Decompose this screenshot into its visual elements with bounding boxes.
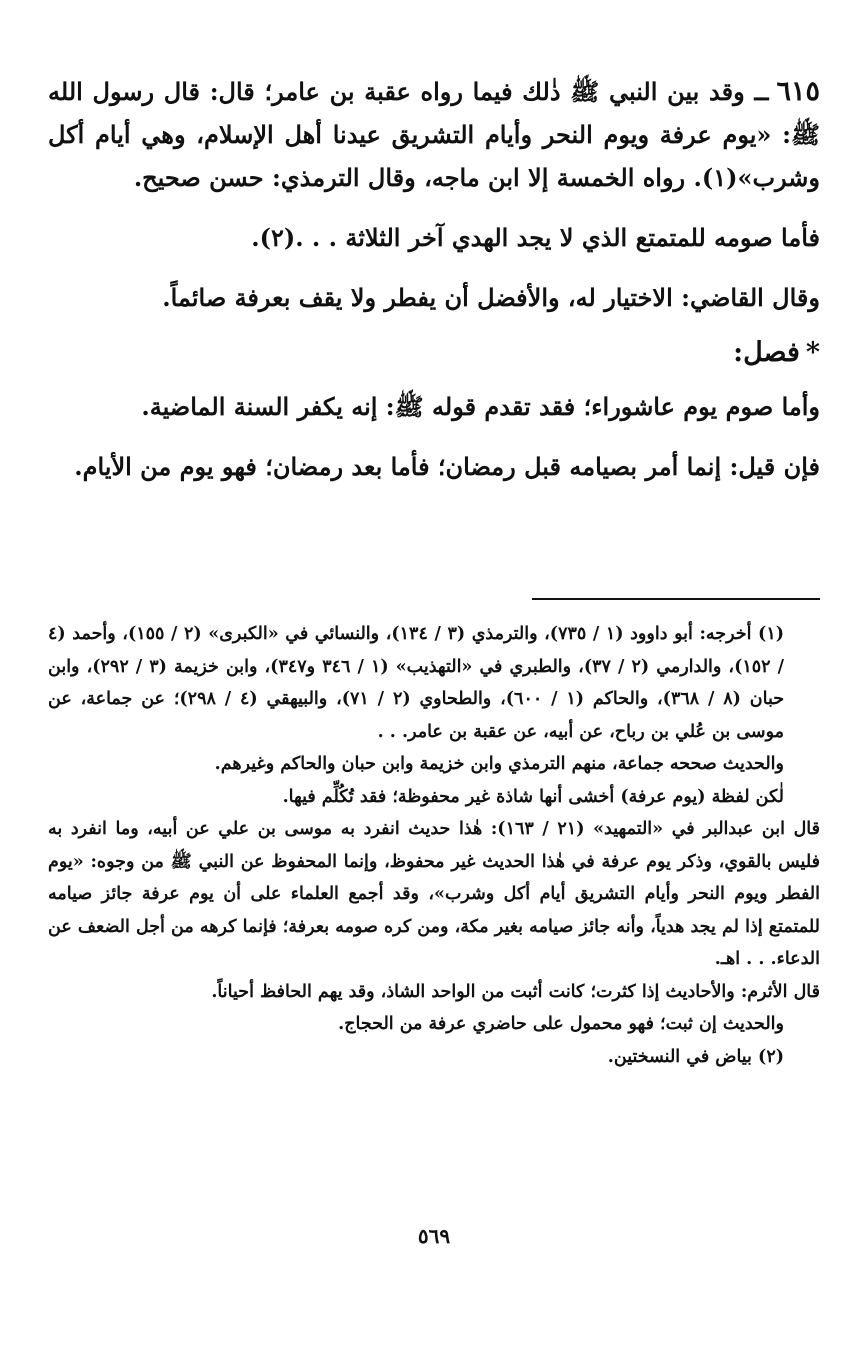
section-heading xyxy=(48,331,820,375)
page-number: ٥٦٩ xyxy=(417,1224,451,1248)
star-icon: * xyxy=(805,337,820,368)
paragraph-number: ٦١٥ xyxy=(776,76,820,107)
section-title: فصل: xyxy=(733,337,800,368)
paragraph-objection: فإن قيل: إنما أمر بصيامه قبل رمضان؛ فأما بعد رمضان؛ فهو يوم من الأيام. xyxy=(74,452,820,481)
paragraph-mutamatti: فأما صومه للمتمتع الذي لا يجد الهدي آخر الثلاثة . . .(٢). xyxy=(251,223,820,252)
paragraph-qadi: وقال القاضي: الاختيار له، والأفضل أن يفطر ولا يقف بعرفة صائماً. xyxy=(162,283,820,312)
footnote-1-takhrij: (١) أخرجه: أبو داوود (١ / ٧٣٥)، والترمذي (٣ / ١٣٤)، والنسائي في «الكبرى» (٢ / ١٥٥)، وأحمد (٤ / ١٥٢)، والدارمي (٢ / ٣٧)، والطبري في «التهذيب» (١ / ٣٤٦ و٣٤٧)، وابن خزيمة (٣ / ٢٩٢)، وابن حبان (٨ / ٣٦٨)، والحاكم (١ / ٦٠٠)، والطحاوي (٢ / ٧١)، والبيهقي (٤ / ٢٩٨)؛ عن جماعة، عن موسى بن عُلي بن رباح، عن أبيه، عن عقبة بن عامر. . . xyxy=(48,624,785,742)
footnotes xyxy=(48,618,820,1073)
footnote-divider xyxy=(532,598,820,600)
footnote-1-conclusion: والحديث إن ثبت؛ فهو محمول على حاضري عرفة من الحجاج. xyxy=(338,1014,784,1034)
footnote-1-ibn-abdulbarr: قال ابن عبدالبر في «التمهيد» (٢١ / ١٦٣): هٰذا حديث انفرد به موسى بن علي عن أبيه، وما انفرد به فليس بالقوي، وذكر يوم عرفة في هٰذا الحديث غير محفوظ، وإنما المحفوظ عن النبي ﷺ من وجوه: «يوم الفطر ويوم النحر وأيام التشريق أيام أكل وشرب»، وقد أجمع العلماء على أن يوم عرفة جائز صيامه للمتمتع إذا لم يجد هدياً، وأنه جائز صيامه بغير مكة، ومن كره صومه بعرفة؛ فإنما كرهه من أجل الضعف عن الدعاء. . . اهـ. xyxy=(48,819,820,969)
paragraph-ashura: وأما صوم يوم عاشوراء؛ فقد تقدم قوله ﷺ: إنه يكفر السنة الماضية. xyxy=(141,392,820,421)
paragraph-615 xyxy=(48,70,820,199)
paragraph-615-text: ــ وقد بين النبي ﷺ ذٰلك فيما رواه عقبة بن عامر؛ قال: قال رسول الله ﷺ: «يوم عرفة ويوم النحر وأيام التشريق عيدنا أهل الإسلام، وهي أيام أكل وشرب»(١). رواه الخمسة إلا ابن ماجه، وقال الترمذي: حسن صحيح. xyxy=(48,77,820,192)
footnote-1-athram: قال الأثرم: والأحاديث إذا كثرت؛ كانت أثبت من الواحد الشاذ، وقد يهم الحافظ أحياناً. xyxy=(211,981,820,1002)
main-text xyxy=(48,70,820,488)
footnote-1-shadhdh: لٰكن لفظة (يوم عرفة) أخشى أنها شاذة غير محفوظة؛ فقد تُكُلِّم فيها. xyxy=(282,786,784,807)
footnote-2: (٢) بياض في النسختين. xyxy=(607,1046,784,1067)
footnote-1-tashih: والحديث صححه جماعة، منهم الترمذي وابن خزيمة وابن حبان والحاكم وغيرهم. xyxy=(214,754,784,774)
